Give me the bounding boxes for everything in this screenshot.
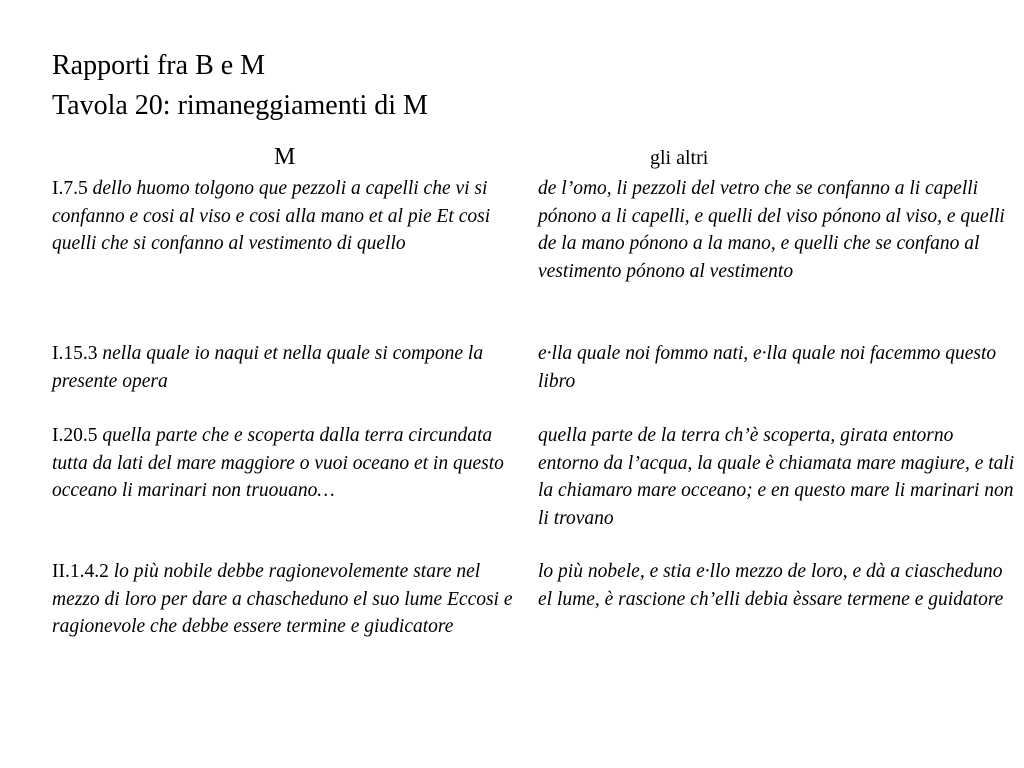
entry-m-3 (52, 422, 522, 505)
entry-m-text: lo più nobile debbe ragionevolemente stare nel mezzo di loro per dare a chascheduno el suo lume Eccosi e ragionevole che debbe essere termine e giudicatore (52, 561, 513, 637)
entry-ref: I.15.3 (52, 343, 98, 364)
entry-altri-text: de l’omo, li pezzoli del vetro che se confanno a li capelli pónono a li capelli, e quelli del viso pónono al viso, e quelli de la mano pónono a la mano, e quelli che se confano al vestimento pónono al vestimento (538, 178, 1005, 282)
title-line-1: Rapporti fra B e M (52, 50, 266, 81)
entry-altri-3 (538, 422, 1018, 532)
entry-ref: I.7.5 (52, 178, 88, 199)
entry-altri-2 (538, 340, 1018, 395)
entry-ref: I.20.5 (52, 425, 98, 446)
column-header-m: M (274, 144, 296, 170)
entry-altri-text: lo più nobele, e stia e·llo mezzo de loro, e dà a ciascheduno el lume, è rascione ch’elli debia èssare termene e guidatore (538, 561, 1004, 610)
entry-m-text: nella quale io naqui et nella quale si compone la presente opera (52, 343, 484, 392)
entry-m-text: dello huomo tolgono que pezzoli a capelli che vi si confanno e cosi al viso e cosi alla mano et al pie Et cosi quelli che si confanno al vestimento di quello (52, 178, 491, 254)
entry-m-2 (52, 340, 522, 395)
entry-m-1 (52, 175, 522, 258)
entry-altri-text: e·lla quale noi fommo nati, e·lla quale noi facemmo questo libro (538, 343, 997, 392)
entry-altri-1 (538, 175, 1018, 285)
entry-m-text: quella parte che e scoperta dalla terra circundata tutta da lati del mare maggiore o vuoi oceano et in questo occeano li marinari non truouano… (52, 425, 504, 501)
entry-ref: II.1.4.2 (52, 561, 109, 582)
column-header-altri: gli altri (650, 147, 709, 169)
entry-altri-text: quella parte de la terra ch’è scoperta, girata entorno entorno da l’acqua, la quale è chiamata mare magiure, e tali la chiamaro mare occeano; e en questo mare li marinari non li trovano (538, 425, 1015, 529)
title-line-2: Tavola 20: rimaneggiamenti di M (52, 90, 428, 121)
entry-m-4 (52, 558, 522, 641)
entry-altri-4 (538, 558, 1018, 613)
